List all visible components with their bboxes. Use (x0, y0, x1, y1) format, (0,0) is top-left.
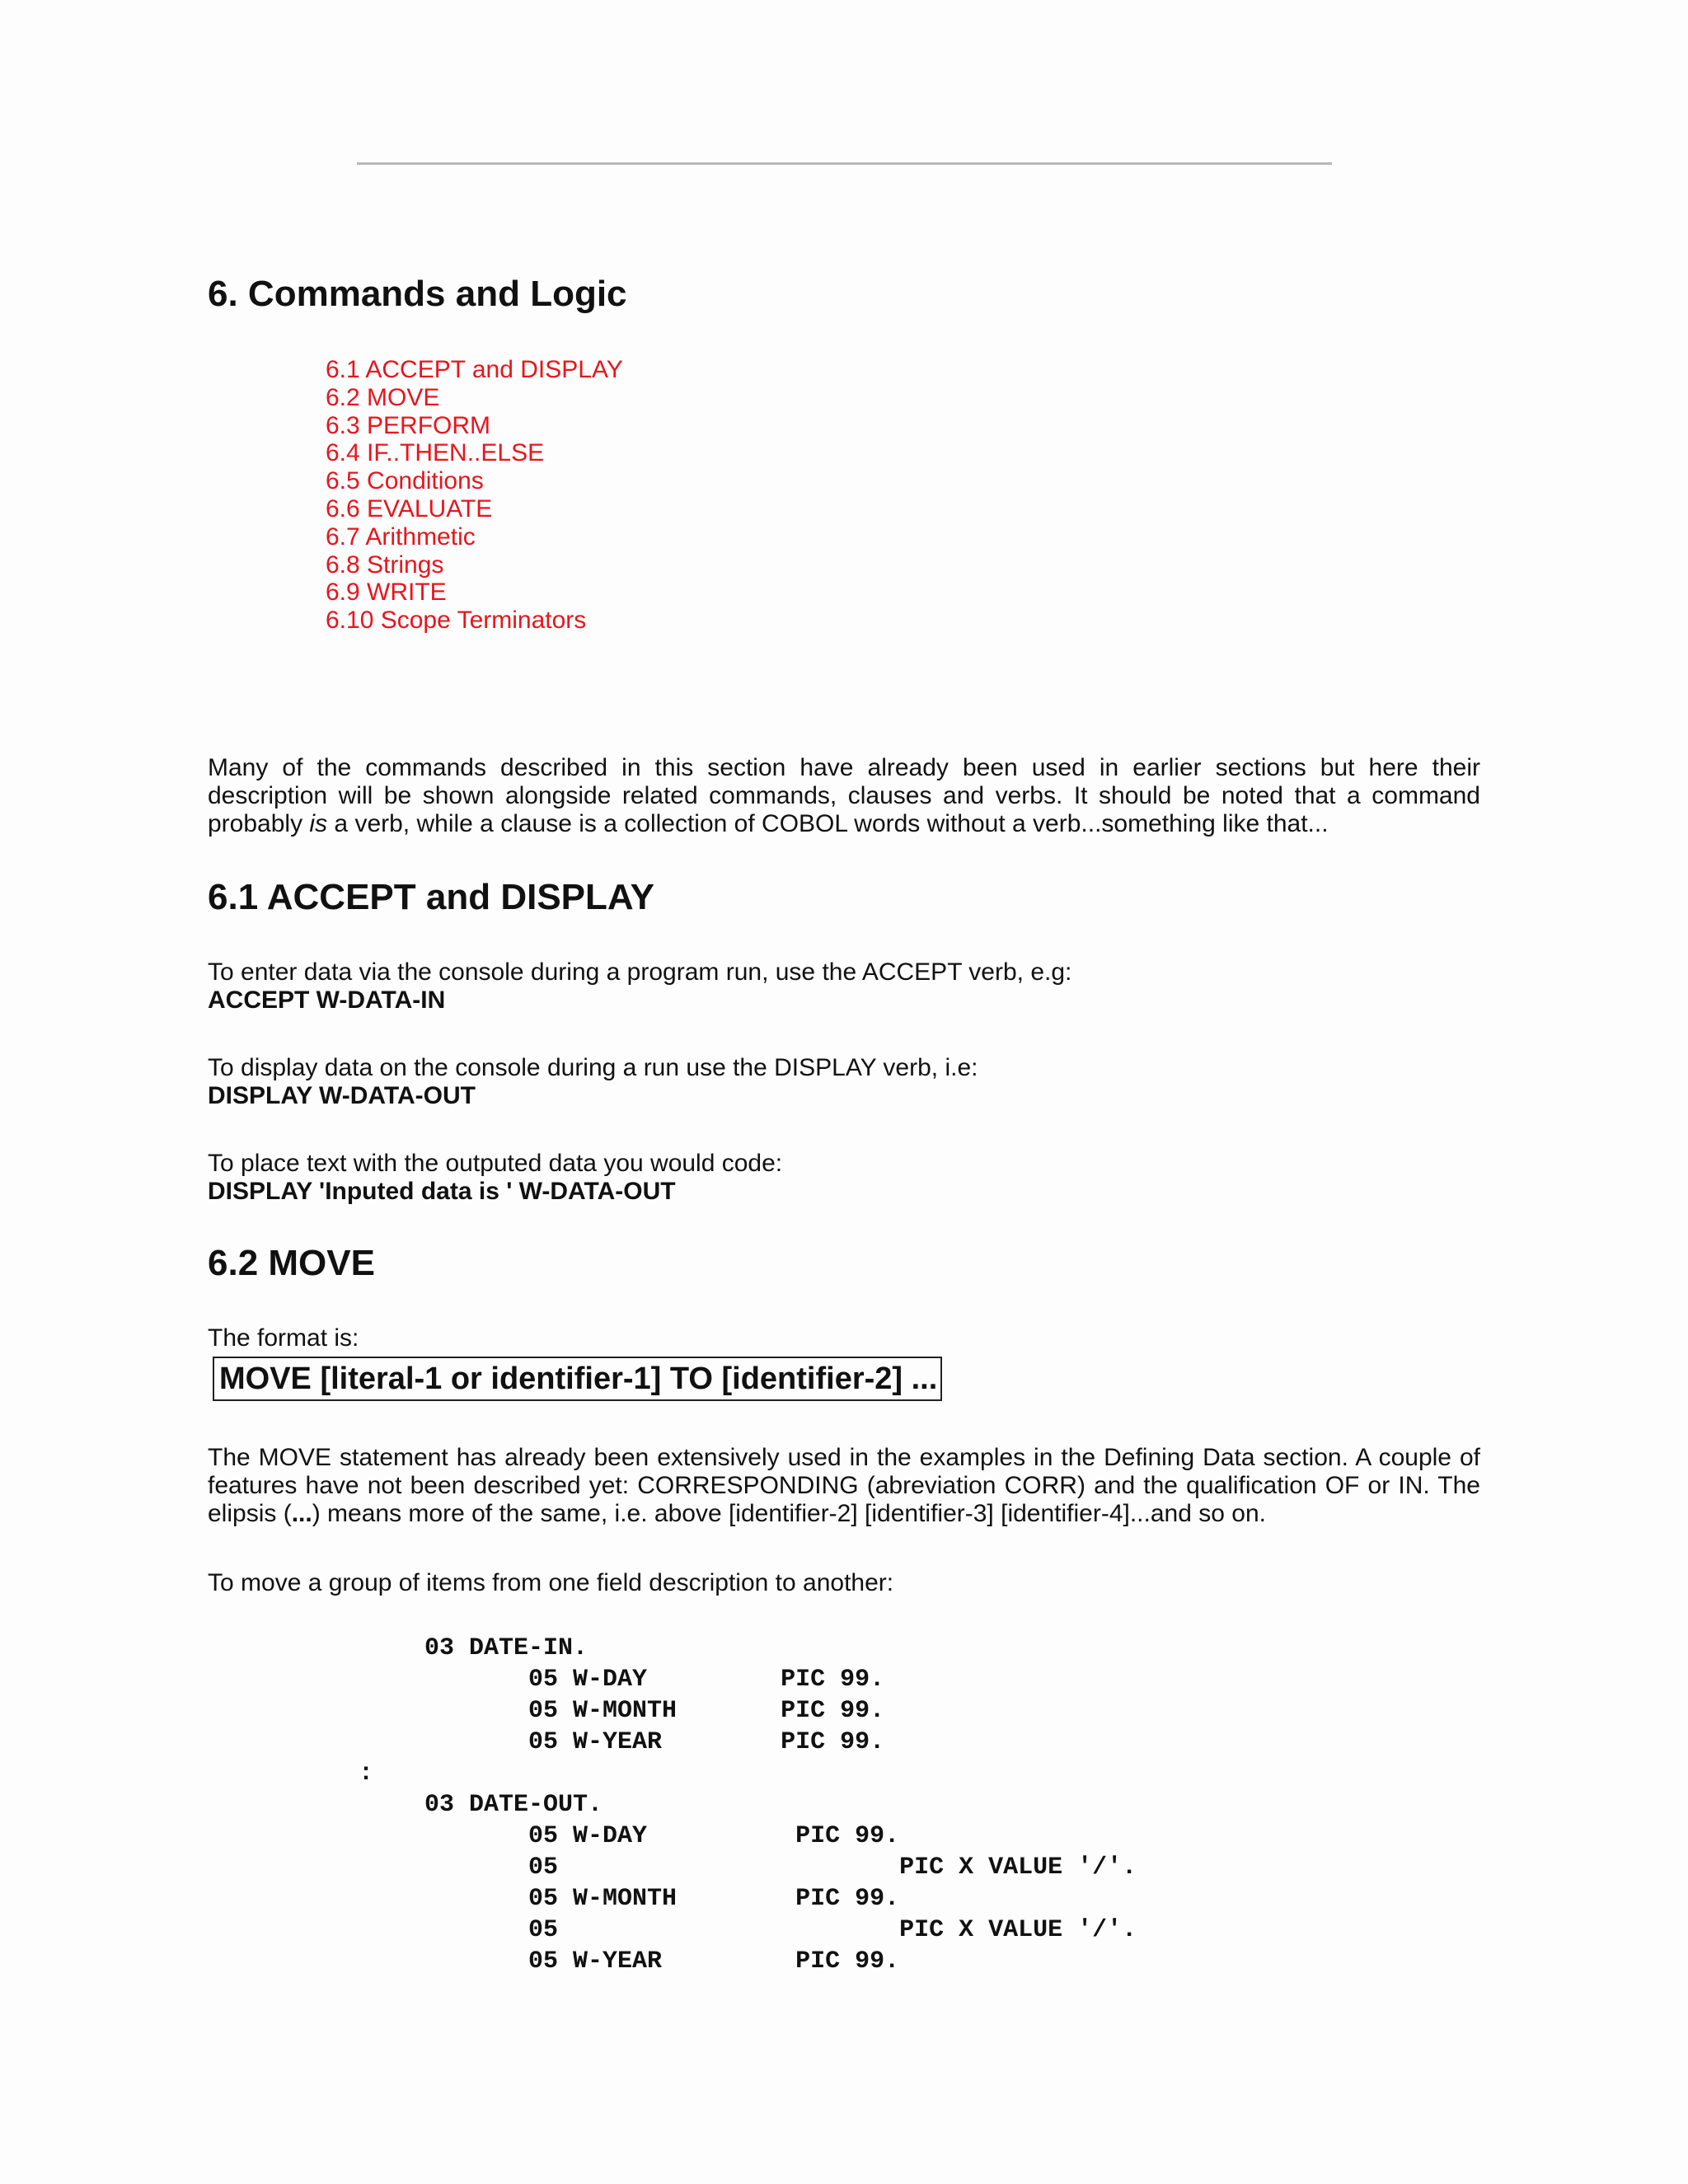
toc-link-accept-display[interactable]: 6.1 ACCEPT and DISPLAY (326, 356, 623, 383)
display-example-code: DISPLAY W-DATA-OUT (208, 1082, 476, 1109)
code-line-out-slash-1: 05 PIC X VALUE '/'. (424, 1854, 1137, 1882)
table-of-contents (326, 356, 623, 635)
code-line-in-month: 05 W-MONTH PIC 99. (424, 1697, 885, 1725)
code-line-in-year: 05 W-YEAR PIC 99. (424, 1728, 885, 1756)
accept-example-code: ACCEPT W-DATA-IN (208, 987, 446, 1014)
format-label: The format is: (208, 1324, 359, 1352)
move-desc-line-1: The MOVE statement has already been extensively used in the examples in the Defining Data section. A couple of (208, 1444, 1480, 1471)
group-move-intro: To move a group of items from one field description to another: (208, 1569, 894, 1596)
chapter-title: 6. Commands and Logic (208, 274, 627, 314)
intro-line-3-start: probably (208, 809, 310, 837)
toc-link-scope-terminators[interactable]: 6.10 Scope Terminators (326, 607, 587, 635)
toc-link-evaluate[interactable]: 6.6 EVALUATE (326, 494, 493, 523)
move-desc-line-3 (208, 1500, 1480, 1528)
code-line-out-day: 05 W-DAY PIC 99. (424, 1822, 900, 1850)
code-line-in-day: 05 W-DAY PIC 99. (424, 1666, 885, 1694)
intro-line-3 (208, 810, 1480, 838)
code-line-out-month: 05 W-MONTH PIC 99. (424, 1885, 900, 1913)
move-desc-line-3-start: elipsis ( (208, 1499, 292, 1527)
intro-line-3-end: a verb, while a clause is a collection of COBOL words without a verb...something like that... (327, 809, 1329, 837)
code-line-out-slash-2: 05 PIC X VALUE '/'. (424, 1916, 1137, 1944)
code-line-date-in: 03 DATE-IN. (424, 1634, 588, 1662)
intro-emphasis: is (309, 809, 328, 837)
intro-paragraph (208, 754, 1480, 837)
accept-explanation: To enter data via the console during a program run, use the ACCEPT verb, e.g: (208, 958, 1072, 986)
toc-link-write[interactable]: 6.9 WRITE (326, 579, 447, 607)
toc-link-arithmetic[interactable]: 6.7 Arithmetic (326, 523, 476, 551)
elipsis-bold: ... (291, 1499, 312, 1527)
display-explanation: To display data on the console during a run use the DISPLAY verb, i.e: (208, 1054, 978, 1081)
display-text-explanation: To place text with the outputed data you would code: (208, 1150, 783, 1177)
intro-line-1: Many of the commands described in this section have already been used in earlier sections but here their (208, 754, 1480, 781)
toc-link-conditions[interactable]: 6.5 Conditions (326, 467, 484, 495)
top-horizontal-rule (357, 162, 1332, 165)
intro-line-2: description will be shown alongside related commands, clauses and verbs. It should be noted that a command (208, 781, 1480, 809)
move-format-syntax-box: MOVE [literal-1 or identifier-1] TO [identifier-2] ... (213, 1357, 942, 1401)
toc-link-if-then-else[interactable]: 6.4 IF..THEN..ELSE (326, 439, 545, 467)
toc-link-strings[interactable]: 6.8 Strings (326, 551, 444, 579)
move-desc-line-3-end: ) means more of the same, i.e. above [identifier-2] [identifier-3] [identifier-4]...and so on. (312, 1499, 1266, 1527)
move-desc-line-2: features have not been described yet: CORRESPONDING (abreviation CORR) and the qualification OF or IN. The (208, 1471, 1480, 1499)
toc-link-move[interactable]: 6.2 MOVE (326, 383, 440, 411)
section-accept-display-heading: 6.1 ACCEPT and DISPLAY (208, 877, 654, 917)
code-line-out-year: 05 W-YEAR PIC 99. (424, 1947, 900, 1975)
code-line-date-out: 03 DATE-OUT. (424, 1791, 603, 1819)
move-description-paragraph (208, 1444, 1480, 1527)
code-line-colon: : (359, 1760, 374, 1788)
display-text-example-code: DISPLAY 'Inputed data is ' W-DATA-OUT (208, 1178, 676, 1205)
toc-link-perform[interactable]: 6.3 PERFORM (326, 411, 491, 439)
section-move-heading: 6.2 MOVE (208, 1243, 375, 1283)
